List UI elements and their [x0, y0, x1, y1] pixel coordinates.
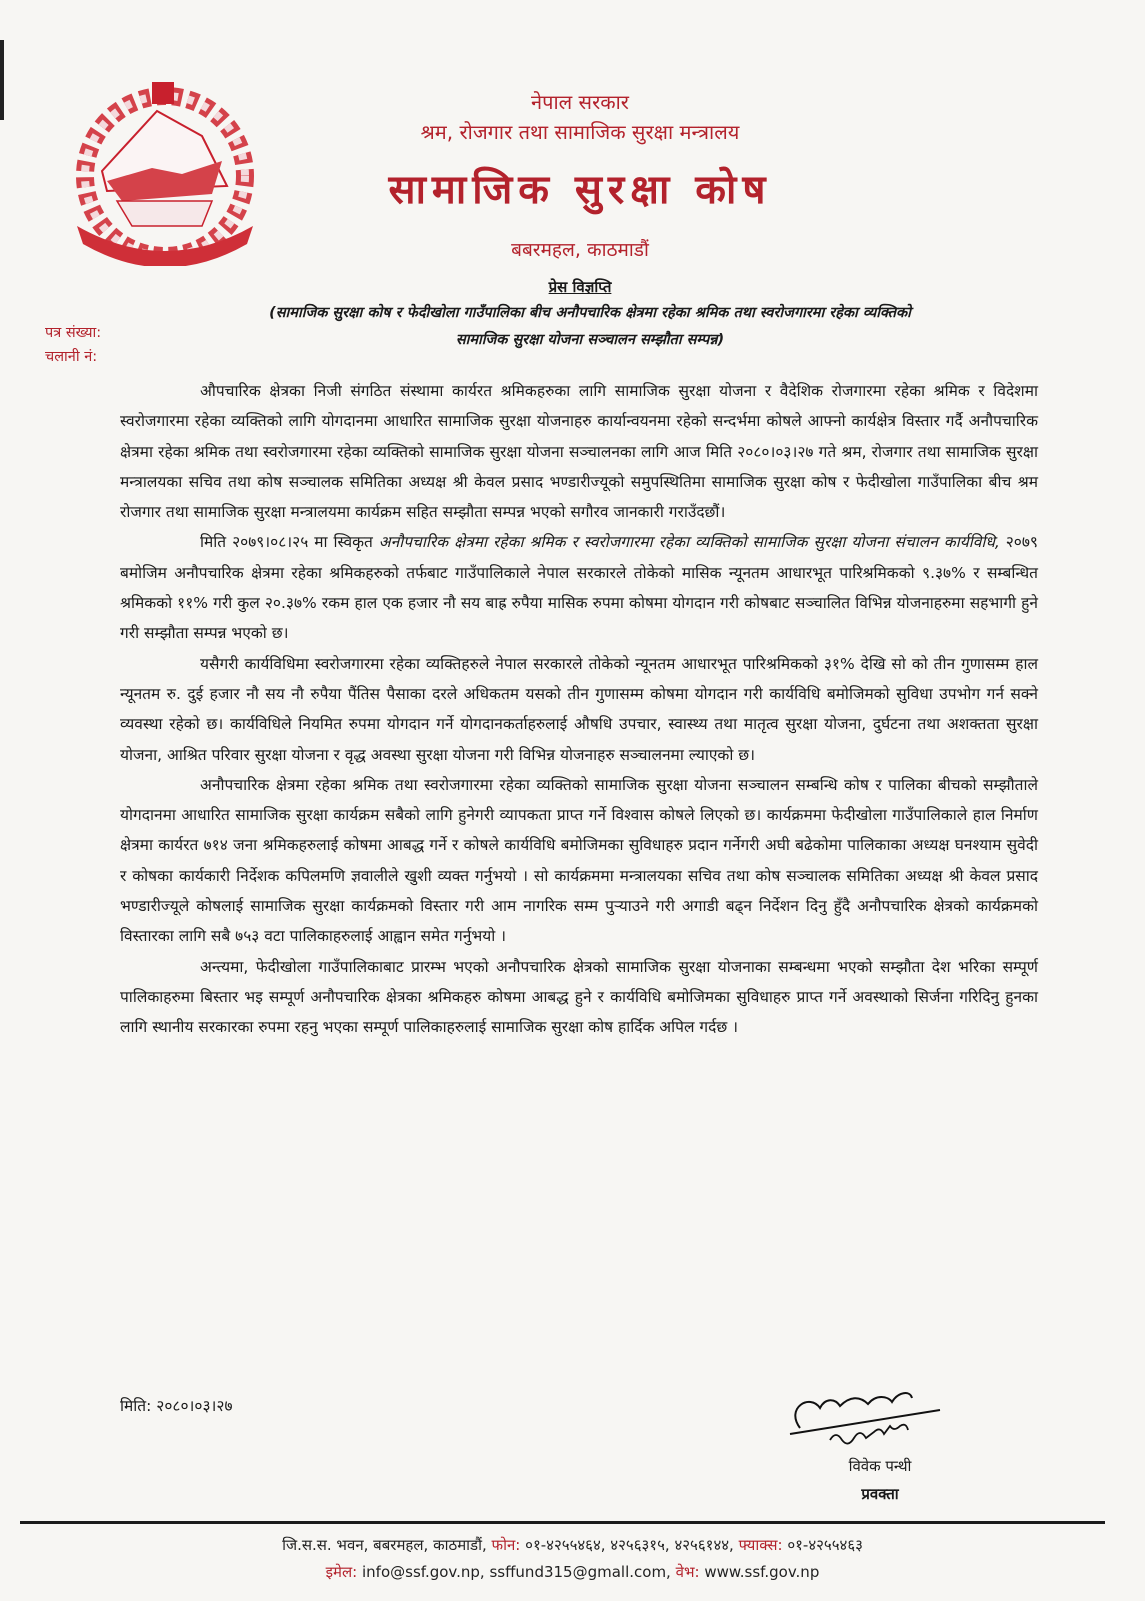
government-name: नेपाल सरकार: [531, 90, 629, 114]
letter-number-label: पत्र संख्या:: [45, 325, 102, 341]
nepal-emblem-icon: [62, 76, 268, 266]
paragraph-2: [120, 527, 1038, 648]
press-release-body: [120, 376, 1038, 1043]
procedure-title: अनौपचारिक क्षेत्रमा रहेका श्रमिक र स्वरोजगारमा रहेका व्यक्तिको सामाजिक सुरक्षा योजना संचालन कार्यविधि,: [378, 533, 1000, 552]
organization-name: सामाजिक सुरक्षा कोष: [388, 167, 772, 213]
paragraph-2-intro: मिति २०७९।०८।२५ मा स्विकृत: [200, 533, 379, 552]
subtitle-line-1: (सामाजिक सुरक्षा कोष र फेदीखोला गाउँपालिका बीच अनौपचारिक क्षेत्रमा रहेका श्रमिक तथा स्वरोजगारमा रहेका व्यक्तिको: [269, 305, 911, 321]
release-date: मिति: २०८०।०३।२७: [120, 1397, 233, 1415]
press-release-subtitle: [140, 300, 1040, 354]
signer-name: विवेक पन्थी: [848, 1457, 912, 1475]
organization-location: बबरमहल, काठमाडौं: [511, 239, 649, 261]
dispatch-number-label: चलानी नं:: [45, 349, 98, 365]
subtitle-line-2: सामाजिक सुरक्षा योजना सञ्चालन सम्झौता सम्पन्न): [455, 332, 725, 348]
website-link[interactable]: www.ssf.gov.np: [704, 1563, 820, 1581]
flag-icon: [152, 82, 174, 104]
paragraph-1: औपचारिक क्षेत्रका निजी संगठित संस्थामा कार्यरत श्रमिकहरुका लागि सामाजिक सुरक्षा योजना र वैदेशिक रोजगारमा रहेका श्रमिक र विदेशमा स्वरोजगारमा रहेका व्यक्तिको लागि योगदानमा आधारित सामाजिक सुरक्षा योजनाहरु कार्यान्वयनमा रहेको सन्दर्भमा कोषले आफ्नो कार्यक्षेत्र विस्तार गर्दै अनौपचारिक क्षेत्रमा रहेका श्रमिक तथा स्वरोजगारमा रहेका व्यक्तिको सामाजिक सुरक्षा योजना सञ्चालनका लागि आज मिति २०८०।०३।२७ गते श्रम, रोजगार तथा सामाजिक सुरक्षा मन्त्रालयका सचिव तथा कोष सञ्चालक समितिका अध्यक्ष श्री केवल प्रसाद भण्डारीज्यूको समुपस्थितिमा सामाजिक सुरक्षा कोष र फेदीखोला गाउँपालिका बीच श्रम रोजगार तथा सामाजिक सुरक्षा मन्त्रालयमा कार्यक्रम सहित सम्झौता सम्पन्न भएको सगौरव जानकारी गराउँदछौं।: [120, 382, 1038, 522]
footer-divider: [20, 1521, 1105, 1524]
paragraph-5: अन्त्यमा, फेदीखोला गाउँपालिकाबाट प्रारम्भ भएको अनौपचारिक क्षेत्रको सामाजिक सुरक्षा योजनाका सम्बन्धमा भएको सम्झौता देश भरिका सम्पूर्ण पालिकाहरुमा बिस्तार भइ सम्पूर्ण अनौपचारिक क्षेत्रका श्रमिकहरु कोषमा आबद्ध हुने र कार्यविधि बमोजिमका सुविधाहरु प्राप्त गर्ने अवस्थाको सिर्जना गरिदिनु हुनका लागि स्थानीय सरकारका रुपमा रहनु भएका सम्पूर्ण पालिकाहरुलाई सामाजिक सुरक्षा कोष हार्दिक अपिल गर्दछ ।: [120, 957, 1038, 1037]
footer-online-line: [0, 1562, 1145, 1582]
fax-label: फ्याक्स:: [738, 1536, 783, 1554]
email-addresses[interactable]: info@ssf.gov.np, ssffund315@gmall.com,: [362, 1563, 671, 1581]
ministry-name: श्रम, रोजगार तथा सामाजिक सुरक्षा मन्त्रालय: [420, 120, 740, 144]
phone-label: फोन:: [491, 1536, 521, 1554]
paragraph-4: अनौपचारिक क्षेत्रमा रहेका श्रमिक तथा स्वरोजगारमा रहेका व्यक्तिको सामाजिक सुरक्षा योजना सञ्चालन सम्बन्धि कोष र पालिका बीचको सम्झौताले योगदानमा आधारित सामाजिक सुरक्षा कार्यक्रम सबैको लागि हुनेगरी व्यापकता प्राप्त गर्ने विश्वास कोषले लिएको छ। कार्यक्रममा फेदीखोला गाउँपालिकाले हाल निर्माण क्षेत्रमा कार्यरत ७१४ जना श्रमिकहरुलाई कोषमा आबद्ध गर्ने र कोषले कार्यविधि बमोजिमका सुविधाहरु प्रदान गर्नेगरी अघी बढेकोमा पालिकाका अध्यक्ष घनश्याम सुवेदी र कोषका कार्यकारी निर्देशक कपिलमणि ज्ञवालीले खुशी व्यक्त गर्नुभयो । सो कार्यक्रममा मन्त्रालयका सचिव तथा कोष सञ्चालक समितिका अध्यक्ष श्री केवल प्रसाद भण्डारीज्यूले कोषलाई सामाजिक सुरक्षा कार्यक्रमको विस्तार गरी आम नागरिक सम्म पुऱ्याउने गरी अगाडी बढ्न निर्देशन दिनु हुँदै अनौपचारिक क्षेत्रको कार्यक्रमको विस्तारका लागि सबै ७५३ वटा पालिकाहरुलाई आह्वान समेत गर्नुभयो ।: [120, 775, 1038, 946]
scan-edge-mark: [0, 40, 4, 120]
fax-number: ०१-४२५५४६३: [787, 1536, 863, 1554]
paragraph-3: यसैगरी कार्यविधिमा स्वरोजगारमा रहेका व्यक्तिहरुले नेपाल सरकारले तोकेको न्यूनतम आधारभूत पारिश्रमिकको ३१% देखि सो को तीन गुणासम्म हाल न्यूनतम रु. दुई हजार नौ सय नौ रुपैया पैंतिस पैसाका दरले अधिकतम यसको तीन गुणासम्म कोषमा योगदान गरी कार्यविधि बमोजिमको सुविधा उपभोग गर्न सक्ने व्यवस्था रहेको छ। कार्यविधिले नियमित रुपमा योगदान गर्ने योगदानकर्ताहरुलाई औषधि उपचार, स्वास्थ्य तथा मातृत्व सुरक्षा योजना, दुर्घटना तथा अशक्तता सुरक्षा योजना, आश्रित परिवार सुरक्षा योजना र वृद्ध अवस्था सुरक्षा योजना गरी विभिन्न योजनाहरु सञ्चालनमा ल्याएको छ।: [120, 654, 1038, 764]
footer-contact-line: [0, 1535, 1145, 1555]
signer-title: प्रवक्ता: [861, 1485, 899, 1503]
paragraph-2-rest: २०७९ बमोजिम अनौपचारिक क्षेत्रमा रहेका श्रमिकहरुको तर्फबाट गाउँपालिकाले नेपाल सरकारले तोकेको मासिक न्यूनतम आधारभूत पारिश्रमिकको ९.३७% र सम्बन्धित श्रमिकको ११% गरी कुल २०.३७% रकम हाल एक हजार नौ सय बाह्र रुपैया मासिक रुपमा कोषमा योगदान गरी कोषबाट सञ्चालित विभिन्न योजनाहरुमा सहभागी हुने गरी सम्झौता सम्पन्न भएको छ।: [120, 533, 1038, 643]
phone-numbers: ०१-४२५५४६४, ४२५६३१५, ४२५६१४४,: [525, 1536, 734, 1554]
press-release-title: प्रेस विज्ञप्ति: [548, 278, 612, 296]
email-label: इमेल:: [325, 1563, 358, 1581]
web-label: वेभ:: [675, 1563, 700, 1581]
footer-address: जि.स.स. भवन, बबरमहल, काठमाडौं,: [282, 1536, 487, 1554]
handwritten-signature: [780, 1388, 970, 1452]
emblem-ribbon: [77, 226, 253, 266]
